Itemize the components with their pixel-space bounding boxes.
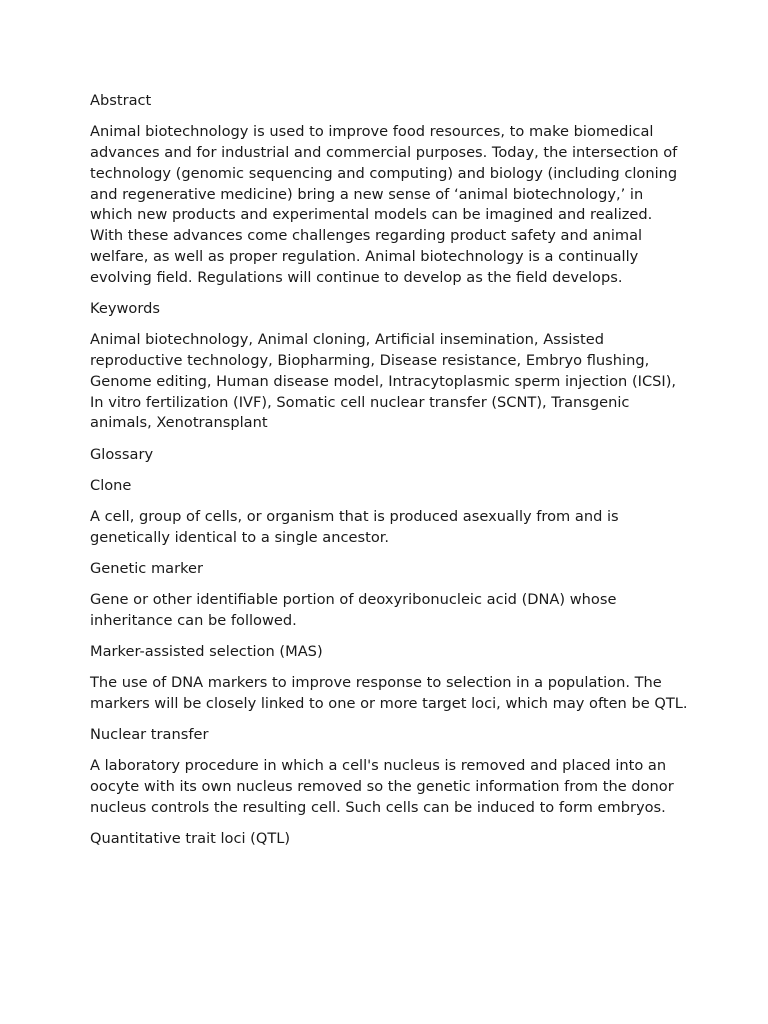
glossary-definition: Gene or other identifiable portion of deoxyribonucleic acid (DNA) whose inheritance can be followed.: [90, 591, 617, 629]
abstract-heading: Abstract: [90, 92, 152, 109]
glossary-term: Clone: [90, 476, 132, 494]
glossary-term: Genetic marker: [90, 559, 204, 577]
keywords-text: Animal biotechnology, Animal cloning, Artificial insemination, Assisted reproductive technology, Biopharming, Disease resistance, Embryo flushing, Genome editing, Human disease model, Intracytoplasmic sperm injection (ICSI), In vitro fertilization (IVF), Somatic cell nuclear transfer (SCNT), Transgenic animals, Xenotransplant: [90, 331, 677, 432]
glossary-definition: A laboratory procedure in which a cell's nucleus is removed and placed into an oocyte with its own nucleus removed so the genetic information from the donor nucleus controls the resulting cell. Such cells can be induced to form embryos.: [90, 757, 674, 816]
glossary-term: Marker-assisted selection (MAS): [90, 643, 323, 661]
keywords-heading: Keywords: [90, 299, 160, 317]
glossary-term: Quantitative trait loci (QTL): [90, 830, 291, 848]
glossary-definition: A cell, group of cells, or organism that is produced asexually from and is genetically identical to a single ancestor.: [90, 507, 619, 546]
glossary-definition: The use of DNA markers to improve response to selection in a population. The markers will be closely linked to one or more target loci, which may often be QTL.: [90, 674, 688, 713]
document-page: [90, 91, 690, 860]
abstract-text: Animal biotechnology is used to improve food resources, to make biomedical advances and for industrial and commercial purposes. Today, the intersection of technology (genomic sequencing and computing) and biology (including cloning and regenerative medicine) bring a new sense of ‘animal biotechnology,’ in which new products and experimental models can be imagined and realized. With these advances come challenges regarding product safety and animal welfare, as well as proper regulation. Animal biotechnology is a continually evolving field. Regulations will continue to develop as the field develops.: [90, 123, 678, 286]
glossary-heading: Glossary: [90, 445, 154, 463]
glossary-term: Nuclear transfer: [90, 726, 209, 744]
